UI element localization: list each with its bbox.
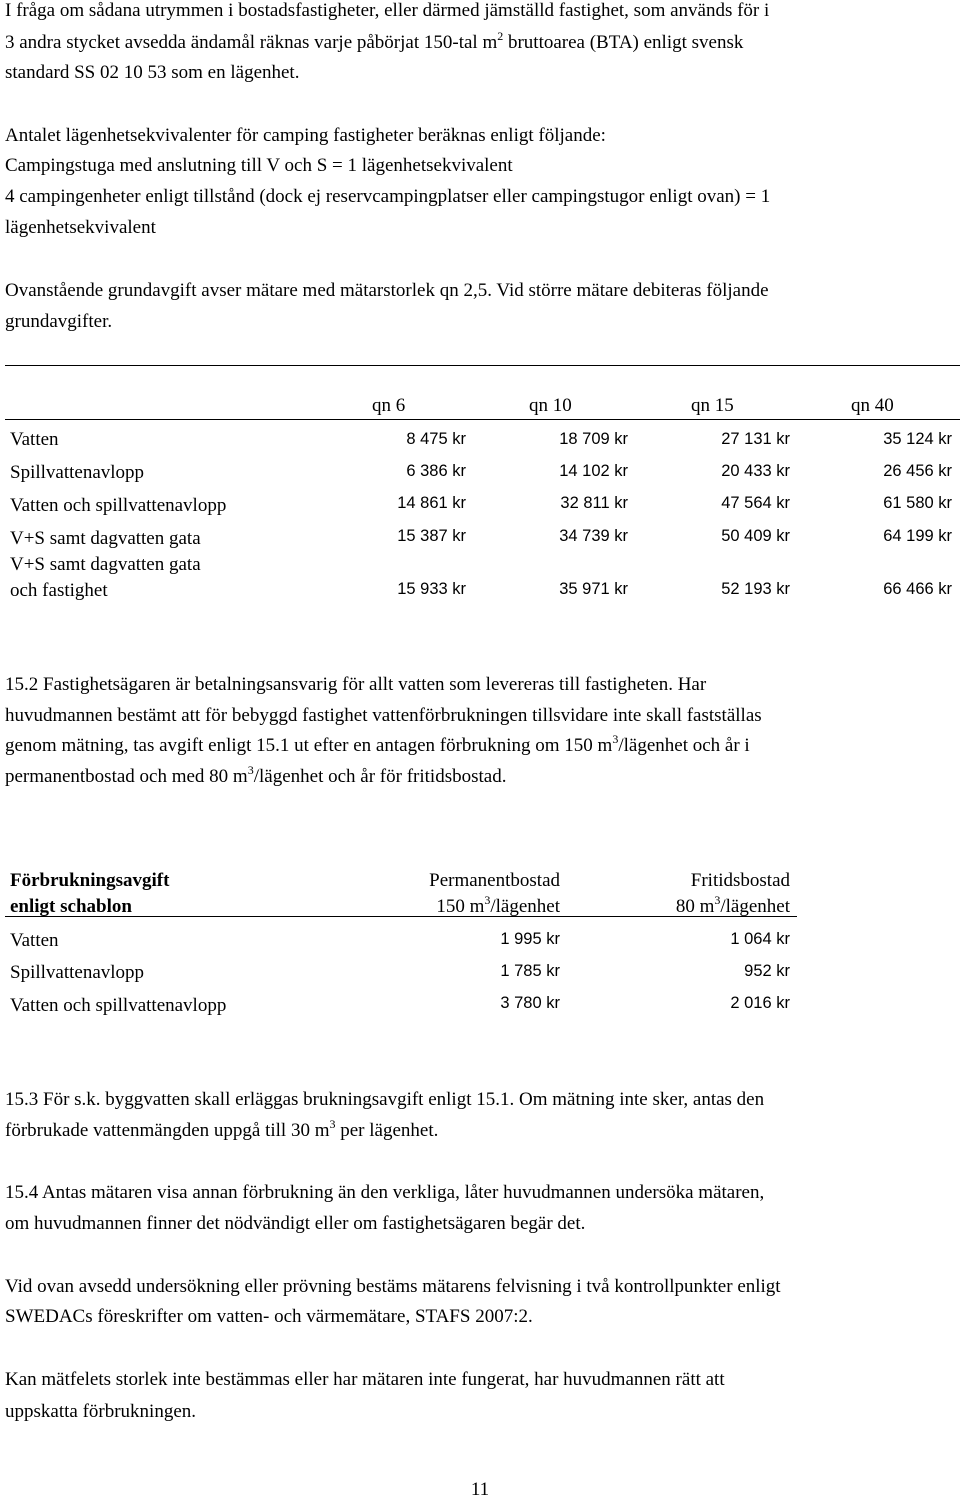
table2-col1-sub-b: /lägenhet: [490, 896, 560, 917]
table2-row-label: Vatten och spillvattenavlopp: [10, 995, 227, 1016]
table2-cell: 1 785 kr: [500, 962, 560, 980]
table1-cell: 34 739 kr: [559, 527, 628, 545]
table1-cell: 32 811 kr: [560, 494, 628, 512]
table1-row-label: V+S samt dagvatten gata: [10, 554, 201, 575]
table1-cell: 15 933 kr: [397, 580, 466, 598]
intro-line-2: [5, 29, 744, 54]
table1-row-label: Spillvattenavlopp: [10, 462, 145, 483]
page-number: 11: [470, 1479, 490, 1500]
intro-line-3: standard SS 02 10 53 som en lägenhet.: [5, 62, 300, 83]
section-15-2-line-3-tail: /lägenhet och år i: [618, 735, 750, 756]
section-15-3-sup: 3: [329, 1117, 336, 1131]
table2-cell: 1 995 kr: [500, 930, 560, 948]
table1-cell: 18 709 kr: [559, 430, 628, 448]
table2-header-rule: [5, 916, 797, 917]
grundavgift-line-1: Ovanstående grundavgift avser mätare med mätarstorlek qn 2,5. Vid större mätare debiteras följande: [5, 280, 769, 301]
camping-line-2: Campingstuga med anslutning till V och S = 1 lägenhetsekvivalent: [5, 155, 513, 176]
camping-line-1: Antalet lägenhetsekvivalenter för camping fastigheter beräknas enligt följande:: [5, 125, 606, 146]
section-15-2-line-2: huvudmannen bestämt att för bebyggd fastighet vattenförbrukningen tillsvidare inte skall fastställas: [5, 705, 762, 726]
table1-row-label: Vatten: [10, 429, 59, 450]
table2-header-col1-title: Permanentbostad: [429, 870, 560, 891]
section-15-2-line-3-text: genom mätning, tas avgift enligt 15.1 ut efter en antagen förbrukning om 150 m: [5, 735, 613, 756]
intro-sup: 2: [497, 29, 504, 43]
table2-col2-sup: 3: [714, 893, 721, 907]
table2-header-col2-title: Fritidsbostad: [690, 870, 790, 891]
table1-cell: 66 466 kr: [883, 580, 952, 598]
intro-line-1: I fråga om sådana utrymmen i bostadsfastigheter, eller därmed jämställd fastighet, som används för i: [5, 0, 770, 21]
section-15-2-sup-1: 3: [612, 732, 619, 746]
table1-row-label: V+S samt dagvatten gata: [10, 528, 201, 549]
table1-cell: 47 564 kr: [721, 494, 790, 512]
table2-header-col1-sub: [360, 893, 560, 918]
camping-line-3: 4 campingenheter enligt tillstånd (dock ej reservcampingplatser eller campingstugor enligt ovan) = 1: [5, 186, 771, 207]
table2-header-left-1: Förbrukningsavgift: [10, 870, 170, 891]
table1-cell: 52 193 kr: [721, 580, 790, 598]
table1-cell: 27 131 kr: [721, 430, 790, 448]
table1-cell: 8 475 kr: [406, 430, 466, 448]
section-15-3-line-1: 15.3 För s.k. byggvatten skall erläggas brukningsavgift enligt 15.1. Om mätning inte sker, antas den: [5, 1089, 765, 1110]
last-para-line-1: Kan mätfelets storlek inte bestämmas eller har mätaren inte fungerat, har huvudmannen rätt att: [5, 1369, 725, 1390]
table1-cell: 35 971 kr: [559, 580, 628, 598]
section-15-2-line-4-tail: /lägenhet och år för fritidsbostad.: [253, 766, 507, 787]
table1-header-rule: [5, 419, 960, 420]
table1-cell: 6 386 kr: [406, 462, 466, 480]
table1-header-qn6: qn 6: [372, 395, 406, 416]
section-15-2-line-3: [5, 732, 750, 757]
table1-cell: 35 124 kr: [883, 430, 952, 448]
table1-header-qn15: qn 15: [691, 395, 734, 416]
table1-top-rule: [5, 365, 960, 366]
swedac-line-2: SWEDACs föreskrifter om vatten- och värmemätare, STAFS 2007:2.: [5, 1306, 533, 1327]
table2-cell: 2 016 kr: [730, 994, 790, 1012]
section-15-2-line-4: [5, 763, 507, 788]
table1-cell: 15 387 kr: [397, 527, 466, 545]
table1-row-label: Vatten och spillvattenavlopp: [10, 495, 227, 516]
section-15-3-line-2-tail: per lägenhet.: [335, 1120, 439, 1141]
table2-cell: 1 064 kr: [730, 930, 790, 948]
section-15-3-line-2-text: förbrukade vattenmängden uppgå till 30 m: [5, 1120, 330, 1141]
table1-header-qn40: qn 40: [851, 395, 894, 416]
section-15-4-line-1: 15.4 Antas mätaren visa annan förbrukning än den verkliga, låter huvudmannen undersöka mätaren,: [5, 1182, 765, 1203]
table2-header-left-2: enligt schablon: [10, 896, 132, 917]
section-15-2-line-1: 15.2 Fastighetsägaren är betalningsansvarig för allt vatten som levereras till fastigheten. Har: [5, 674, 707, 695]
swedac-line-1: Vid ovan avsedd undersökning eller prövning bestäms mätarens felvisning i två kontrollpunkter enligt: [5, 1276, 781, 1297]
table1-row-label-cont: och fastighet: [10, 580, 108, 601]
last-para-line-2: uppskatta förbrukningen.: [5, 1401, 197, 1422]
table2-cell: 952 kr: [744, 962, 790, 980]
camping-line-4: lägenhetsekvivalent: [5, 217, 156, 238]
table1-cell: 14 102 kr: [559, 462, 628, 480]
intro-line-2-text: 3 andra stycket avsedda ändamål räknas varje påbörjat 150-tal m: [5, 32, 498, 53]
section-15-4-line-2: om huvudmannen finner det nödvändigt eller om fastighetsägaren begär det.: [5, 1213, 586, 1234]
intro-line-2-tail: bruttoarea (BTA) enligt svensk: [503, 32, 744, 53]
table1-header-qn10: qn 10: [529, 395, 572, 416]
table2-row-label: Spillvattenavlopp: [10, 962, 145, 983]
table2-col1-sub-a: 150 m: [436, 896, 485, 917]
section-15-2-line-4-text: permanentbostad och med 80 m: [5, 766, 248, 787]
table2-col2-sub-a: 80 m: [675, 896, 715, 917]
table2-row-label: Vatten: [10, 930, 59, 951]
section-15-2-sup-2: 3: [247, 763, 254, 777]
table2-col2-sub-b: /lägenhet: [720, 896, 790, 917]
table1-cell: 50 409 kr: [721, 527, 790, 545]
section-15-3-line-2: [5, 1117, 439, 1142]
table2-col1-sup: 3: [484, 893, 491, 907]
table1-cell: 64 199 kr: [883, 527, 952, 545]
table1-cell: 20 433 kr: [721, 462, 790, 480]
table1-cell: 26 456 kr: [883, 462, 952, 480]
table2-cell: 3 780 kr: [500, 994, 560, 1012]
table1-cell: 61 580 kr: [883, 494, 952, 512]
grundavgift-line-2: grundavgifter.: [5, 311, 113, 332]
table1-cell: 14 861 kr: [397, 494, 466, 512]
table2-header-col2-sub: [590, 893, 790, 918]
